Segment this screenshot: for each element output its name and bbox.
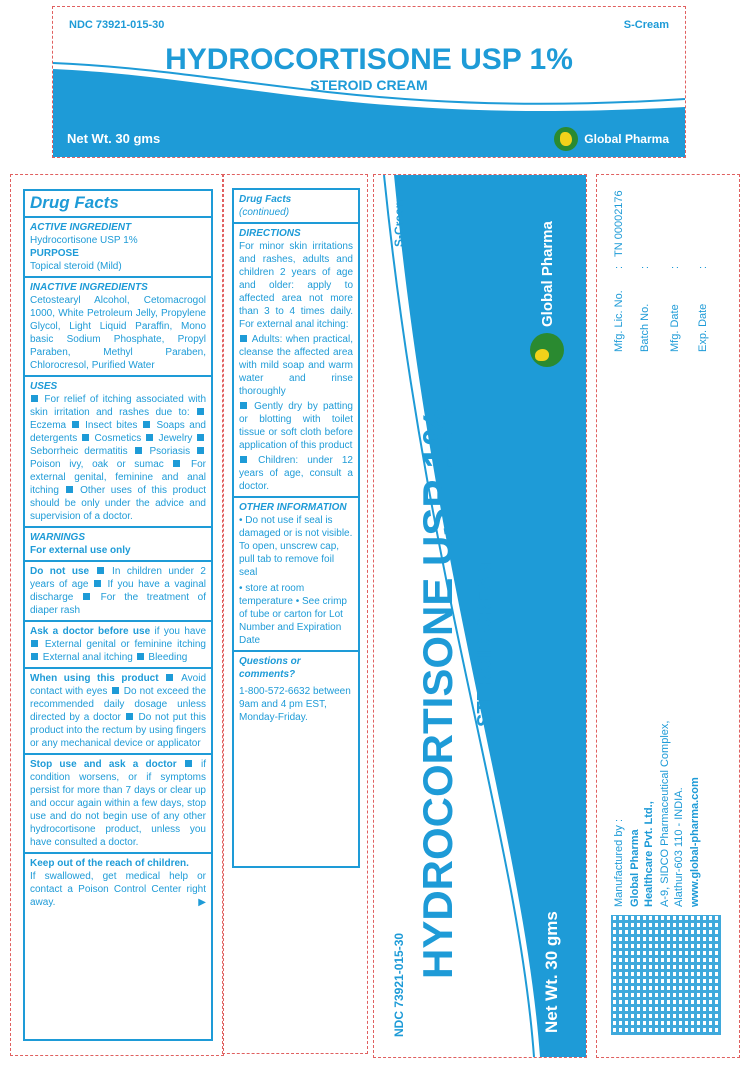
keep-out-text: If swallowed, get medical help or contact a Poison Control Center right away. <box>30 871 206 908</box>
uses-item: Cosmetics <box>94 433 142 444</box>
purpose-heading: PURPOSE <box>30 248 79 259</box>
top-label <box>52 6 686 158</box>
mfg-date-label: Mfg. Date <box>669 304 681 352</box>
inactive-ingredients-section <box>25 278 211 377</box>
do-not-use-item: In children under 2 years of age <box>30 566 206 590</box>
side-net-weight: Net Wt. 30 gms <box>542 911 561 1033</box>
top-title: HYDROCORTISONE USP 1% <box>165 43 573 76</box>
warnings-heading: WARNINGS <box>30 532 85 543</box>
uses-item: Eczema <box>30 420 67 431</box>
top-brand <box>554 127 669 151</box>
side-brand <box>530 221 564 367</box>
directions-children-row <box>239 454 353 493</box>
address-line-2: Alathur-603 110 - INDIA. <box>673 787 685 907</box>
other-heading: OTHER INFORMATION <box>239 502 347 513</box>
when-using-item: Do not exceed the recommended daily dosage unless directed by a doctor <box>30 686 207 723</box>
when-using-item: Avoid contact with eyes <box>30 673 207 697</box>
company-line-1: Global Pharma <box>629 829 641 907</box>
do-not-use-item: For the treatment of diaper rash <box>30 592 207 616</box>
ask-doctor-item: Bleeding <box>148 652 188 663</box>
drug-facts-box <box>23 189 213 1041</box>
stop-use-heading: Stop use and ask a doctor <box>30 759 177 770</box>
warnings-section <box>25 528 211 562</box>
drug-facts-continued-panel <box>232 188 358 1048</box>
warnings-sub: For external use only <box>30 545 131 556</box>
stop-use-section <box>25 755 211 854</box>
manufactured-by: Manufactured by : <box>613 818 625 907</box>
when-using-heading: When using this product <box>30 673 159 684</box>
questions-text: 1-800-572-6632 between 9am and 4 pm EST, Monday-Friday. <box>239 686 351 723</box>
continued-heading: Drug Facts <box>239 194 292 205</box>
top-subtitle: STEROID CREAM <box>310 77 428 93</box>
inactive-heading: INACTIVE INGREDIENTS <box>30 282 148 293</box>
inactive-text: Cetostearyl Alcohol, Cetomacrogol 1000, White Petroleum Jelly, Propylene Glycol, Light Liquid Paraffin, Mono basic Sodium Phosphate, Propyl Paraben, Methyl Paraben, Chlorocresol, Purified Water <box>30 295 206 371</box>
directions-heading: DIRECTIONS <box>239 228 301 239</box>
do-not-use-item: If you have a vaginal discharge <box>30 579 207 603</box>
ask-doctor-intro: if you have <box>154 626 207 637</box>
exp-date-colon: : <box>697 265 709 269</box>
uses-intro: For relief of itching associated with skin irritation and rashes due to: <box>30 394 207 418</box>
when-using-section <box>25 669 211 755</box>
other-information-section <box>234 498 358 652</box>
side-brand-name: Global Pharma <box>538 221 556 327</box>
when-using-item: Do not put this product into the rectum by using fingers or any mechanical device or applicator <box>30 712 206 749</box>
directions-section <box>234 224 358 498</box>
drug-facts-heading: Drug Facts <box>25 191 211 218</box>
manufacturer-panel-content <box>597 175 739 1057</box>
keep-out-heading: Keep out of the reach of children. <box>30 858 189 869</box>
ask-doctor-item: External anal itching <box>42 652 133 663</box>
continued-label: (continued) <box>239 207 290 218</box>
ask-doctor-heading: Ask a doctor before use <box>30 626 151 637</box>
directions-dry: Gently dry by patting or blotting with toilet tissue or soft cloth before application of this product <box>239 401 353 451</box>
top-variant: S-Cream <box>623 19 669 31</box>
directions-dry-row <box>239 400 353 452</box>
globe-logo-icon <box>554 127 578 151</box>
mfg-date-colon: : <box>669 265 681 269</box>
batch-colon: : <box>639 265 651 269</box>
uses-item: Seborrheic dermatitis <box>30 446 128 457</box>
side-ndc: NDC 73921-015-30 <box>392 932 406 1037</box>
do-not-use-section <box>25 562 211 622</box>
other-info-1: • Do not use if seal is damaged or is not visible. To open, unscrew cap, pull tab to remove foil seal <box>239 515 353 578</box>
other-info-2: • store at room temperature • See crimp of tube or carton for Lot Number and Expiration Date <box>239 583 347 646</box>
website: www.global-pharma.com <box>689 777 701 907</box>
exp-date-label: Exp. Date <box>697 303 709 352</box>
uses-item: Poison ivy, oak or sumac <box>30 459 164 470</box>
active-heading: ACTIVE INGREDIENT <box>30 222 132 233</box>
uses-item: Soaps and detergents <box>30 420 206 444</box>
batch-label: Batch No. <box>639 303 651 352</box>
uses-heading: USES <box>30 381 58 392</box>
questions-section <box>234 652 358 734</box>
top-brand-name: Global Pharma <box>584 132 669 146</box>
active-ingredient-section <box>25 218 211 278</box>
globe-logo-icon <box>530 333 564 367</box>
questions-heading: Questions or comments? <box>239 656 301 680</box>
continue-arrow-icon: ▶ <box>198 897 206 908</box>
side-subtitle: STEROID CREAM <box>474 559 496 727</box>
mfg-lic-colon: : <box>613 265 625 269</box>
drug-facts-panel <box>10 174 224 1056</box>
side-panel <box>373 174 587 1058</box>
side-panel-content <box>374 175 586 1057</box>
top-ndc: NDC 73921-015-30 <box>69 19 165 31</box>
drug-facts-continued-box <box>232 188 360 868</box>
company-line-2: Healthcare Pvt. Ltd., <box>643 801 655 907</box>
directions-adults: Adults: when practical, cleanse the affected area with mild soap and warm water and rinse thoroughly <box>239 334 353 397</box>
keep-out-section <box>25 854 211 912</box>
directions-intro: For minor skin irritations and rashes, adults and children 2 years of age and older: apply to affected area not more than 3 to 4 times daily. For external anal itching: <box>239 241 353 330</box>
uses-item: Psoriasis <box>149 446 191 457</box>
active-text: Hydrocortisone USP 1% <box>30 235 138 246</box>
ask-doctor-item: External genital or feminine itching <box>44 639 206 650</box>
address-line-1: A-9, SIDCO Pharmaceutical Complex, <box>659 720 671 907</box>
directions-adults-row <box>239 333 353 398</box>
do-not-use-heading: Do not use <box>30 566 90 577</box>
uses-section <box>25 377 211 528</box>
stop-use-text: if condition worsens, or if symptoms persist for more than 7 days or clear up and occur again within a few days, stop use and do not begin use of any other hydrocortisone product, unless you have consulted a doctor. <box>30 759 206 848</box>
continued-heading-section <box>234 190 358 224</box>
side-variant: S-Cream <box>392 197 406 247</box>
ask-doctor-section <box>25 622 211 669</box>
purpose-text: Topical steroid (Mild) <box>30 261 122 272</box>
directions-children: Children: under 12 years of age, consult a doctor. <box>239 455 353 492</box>
side-title: HYDROCORTISONE USP 1% <box>414 408 461 979</box>
mfg-lic-label: Mfg. Lic. No. <box>613 290 625 352</box>
uses-item: Insect bites <box>85 420 138 431</box>
top-net-weight: Net Wt. 30 gms <box>67 131 161 146</box>
mfg-lic-value: TN 00002176 <box>613 190 625 257</box>
uses-item: For external genital, feminine and anal itching <box>30 459 207 496</box>
manufacturer-panel <box>596 174 740 1058</box>
uses-item: Jewelry <box>158 433 193 444</box>
qr-code-icon <box>611 915 721 1035</box>
uses-body <box>30 393 206 523</box>
uses-tail: Other uses of this product should be only under the advice and supervision of a doctor. <box>30 485 207 522</box>
